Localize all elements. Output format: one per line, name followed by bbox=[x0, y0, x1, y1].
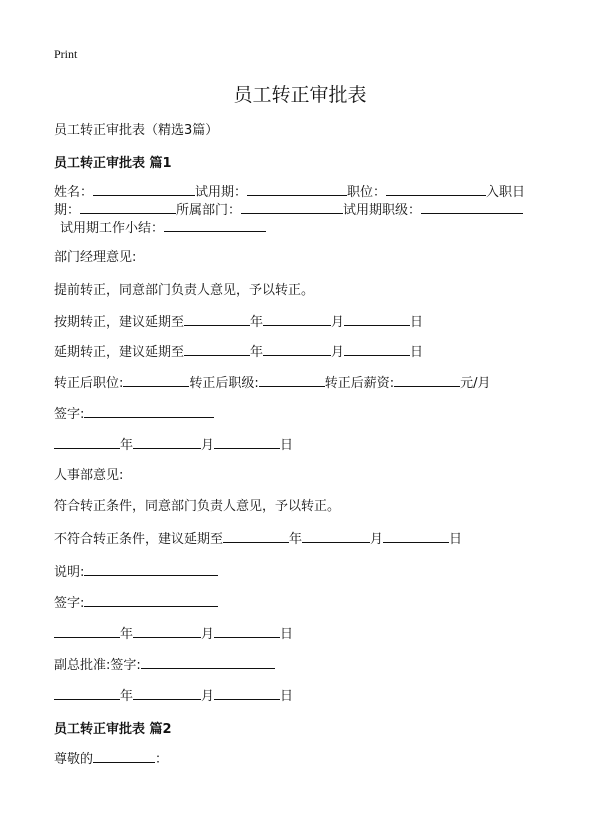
entry-date-label: 入职日 bbox=[486, 185, 526, 200]
document-title: 员工转正审批表 bbox=[233, 84, 367, 106]
probation-title-blank[interactable] bbox=[421, 201, 523, 214]
position-blank[interactable] bbox=[386, 183, 486, 196]
name-label: 姓名： bbox=[54, 185, 94, 200]
year-label: 年 bbox=[250, 315, 264, 330]
after-salary-blank[interactable] bbox=[394, 374, 460, 387]
month-blank[interactable] bbox=[302, 530, 370, 543]
year-label: 年 bbox=[289, 532, 303, 547]
hr-sign-line bbox=[54, 594, 218, 612]
day-blank[interactable] bbox=[383, 530, 449, 543]
day-blank[interactable] bbox=[344, 313, 410, 326]
probation-title-label: 试用期职级： bbox=[343, 203, 422, 218]
manager-on-time-line bbox=[54, 313, 423, 331]
day-label: 日 bbox=[410, 315, 424, 330]
vp-approval-label: 副总批准:签字: bbox=[54, 658, 141, 673]
day-blank[interactable] bbox=[214, 625, 280, 638]
month-blank[interactable] bbox=[133, 687, 201, 700]
manager-opinion-label: 部门经理意见: bbox=[54, 250, 137, 265]
vp-date-line bbox=[54, 687, 293, 705]
probation-label: 试用期： bbox=[195, 185, 248, 200]
month-blank[interactable] bbox=[263, 343, 331, 356]
hr-explain-line bbox=[54, 563, 218, 581]
hr-reject-line bbox=[54, 530, 462, 548]
day-blank[interactable] bbox=[214, 436, 280, 449]
reject-text: 不符合转正条件，建议延期至 bbox=[54, 532, 224, 547]
document-subtitle: 员工转正审批表（精选3篇） bbox=[54, 123, 219, 138]
hr-approve-option: 符合转正条件，同意部门负责人意见，予以转正。 bbox=[54, 499, 341, 514]
hr-sign-blank[interactable] bbox=[84, 594, 218, 607]
manager-date-line bbox=[54, 436, 293, 454]
work-summary-blank[interactable] bbox=[164, 219, 266, 232]
day-blank[interactable] bbox=[344, 343, 410, 356]
year-blank[interactable] bbox=[223, 530, 289, 543]
on-time-text: 按期转正，建议延期至 bbox=[54, 315, 185, 330]
month-label: 月 bbox=[370, 532, 384, 547]
month-blank[interactable] bbox=[133, 625, 201, 638]
year-blank[interactable] bbox=[54, 625, 120, 638]
year-label: 年 bbox=[120, 627, 134, 642]
vp-sign-blank[interactable] bbox=[141, 656, 275, 669]
section1-heading: 员工转正审批表 篇1 bbox=[54, 156, 172, 171]
recipient-blank[interactable] bbox=[93, 750, 155, 763]
entry-date-blank[interactable] bbox=[80, 201, 176, 214]
vp-approval-line bbox=[54, 656, 275, 674]
greeting-text: 尊敬的 bbox=[54, 752, 94, 767]
month-label: 月 bbox=[331, 345, 345, 360]
extend-text: 延期转正，建议延期至 bbox=[54, 345, 185, 360]
day-blank[interactable] bbox=[214, 687, 280, 700]
section2-heading: 员工转正审批表 篇2 bbox=[54, 722, 172, 737]
department-label: 所属部门： bbox=[176, 203, 242, 218]
day-label: 日 bbox=[280, 438, 294, 453]
greeting-line bbox=[54, 750, 168, 768]
entry-date-label-cont: 期： bbox=[54, 203, 81, 218]
after-level-blank[interactable] bbox=[259, 374, 325, 387]
salary-unit: 元/月 bbox=[460, 376, 491, 391]
manager-extend-line bbox=[54, 343, 423, 361]
print-link[interactable]: Print bbox=[54, 47, 78, 61]
probation-blank[interactable] bbox=[247, 183, 347, 196]
month-label: 月 bbox=[201, 438, 215, 453]
position-label: 职位： bbox=[347, 185, 387, 200]
month-blank[interactable] bbox=[263, 313, 331, 326]
month-blank[interactable] bbox=[133, 436, 201, 449]
day-label: 日 bbox=[449, 532, 463, 547]
month-label: 月 bbox=[201, 689, 215, 704]
manager-early-option: 提前转正，同意部门负责人意见，予以转正。 bbox=[54, 283, 315, 298]
year-blank[interactable] bbox=[184, 313, 250, 326]
info-line-1 bbox=[54, 183, 525, 201]
after-salary-label: 转正后薪资: bbox=[324, 376, 395, 391]
info-line-2 bbox=[54, 201, 523, 219]
year-blank[interactable] bbox=[54, 436, 120, 449]
year-label: 年 bbox=[250, 345, 264, 360]
year-blank[interactable] bbox=[54, 687, 120, 700]
hr-sign-label: 签字: bbox=[54, 596, 85, 611]
department-blank[interactable] bbox=[241, 201, 343, 214]
day-label: 日 bbox=[280, 689, 294, 704]
year-blank[interactable] bbox=[184, 343, 250, 356]
name-blank[interactable] bbox=[93, 183, 195, 196]
manager-sign-blank[interactable] bbox=[84, 405, 214, 418]
year-label: 年 bbox=[120, 689, 134, 704]
manager-sign-label: 签字: bbox=[54, 407, 85, 422]
day-label: 日 bbox=[410, 345, 424, 360]
day-label: 日 bbox=[280, 627, 294, 642]
explain-blank[interactable] bbox=[84, 563, 218, 576]
explain-label: 说明: bbox=[54, 565, 85, 580]
work-summary-label: 试用期工作小结： bbox=[60, 221, 165, 236]
year-label: 年 bbox=[120, 438, 134, 453]
info-line-3 bbox=[54, 219, 266, 237]
after-position-blank[interactable] bbox=[123, 374, 189, 387]
after-position-label: 转正后职位: bbox=[54, 376, 124, 391]
month-label: 月 bbox=[331, 315, 345, 330]
hr-opinion-label: 人事部意见: bbox=[54, 468, 124, 483]
greeting-colon: ： bbox=[155, 752, 169, 767]
month-label: 月 bbox=[201, 627, 215, 642]
hr-date-line bbox=[54, 625, 293, 643]
after-level-label: 转正后职级: bbox=[189, 376, 259, 391]
manager-sign-line bbox=[54, 405, 214, 423]
after-conversion-line bbox=[54, 374, 491, 392]
